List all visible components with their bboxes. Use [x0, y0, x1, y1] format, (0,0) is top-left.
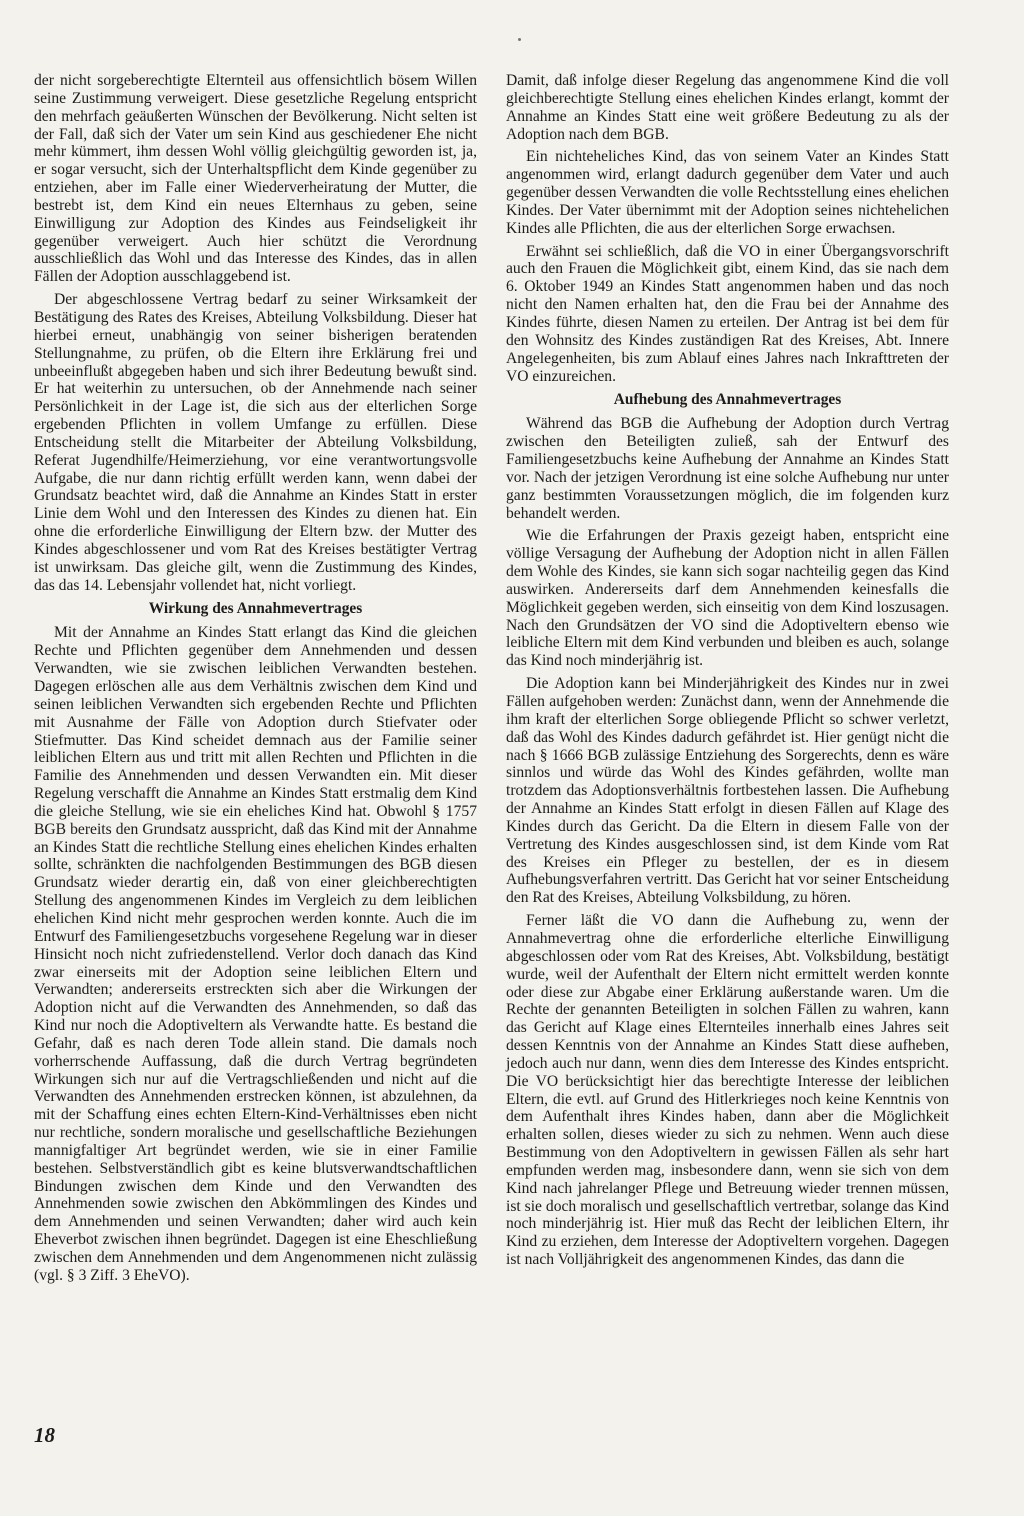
paragraph: Wie die Erfahrungen der Praxis gezeigt haben, entspricht eine völlige Versagung der Aufhebung der Adoption nicht in allen Fällen dem Wohle des Kindes, sie kann sich sogar nachteilig gegen das Kind auswirken. Andererseits darf dem Annehmenden keinesfalls die Möglichkeit gegeben werden, sich einseitig von dem Kind loszusagen. Nach den Grundsätzen der VO sind die Adoptiveltern ebenso wie leibliche Eltern mit dem Kind verbunden und bleiben es auch, solange das Kind noch minderjährig ist.	[506, 527, 949, 670]
paragraph: Der abgeschlossene Vertrag bedarf zu seiner Wirksamkeit der Bestätigung des Rates des Kreises, Abteilung Volksbildung. Dieser hat hierbei erneut, unabhängig von seiner bisherigen beratenden Stellungnahme, zu prüfen, ob die Eltern ihre Erklärung frei und unbeeinflußt abgegeben haben und sich ihrer Bedeutung bewußt sind. Er hat weiterhin zu untersuchen, ob der Annehmende nach seiner Persönlichkeit in der Lage ist, die sich aus der elterlichen Sorge ergebenden Pflichten in vollem Umfange zu erfüllen. Diese Entscheidung stellt die Mitarbeiter der Abteilung Volksbildung, Referat Jugendhilfe/Heimerziehung, vor eine verantwortungsvolle Aufgabe, die nur dann richtig erfüllt werden kann, wenn dabei der Grundsatz beachtet wird, daß die Annahme an Kindes Statt in erster Linie dem Wohl und den Interessen des Kindes zu dienen hat. Ein ohne die erforderliche Einwilligung der Eltern bzw. der Mutter des Kindes abgeschlossener und vom Rat des Kreises bestätigter Vertrag ist unwirksam. Das gleiche gilt, wenn die Zustimmung des Kindes, das das 14. Lebensjahr vollendet hat, nicht vorliegt.	[34, 291, 477, 594]
paragraph: der nicht sorgeberechtigte Elternteil aus offensichtlich bösem Willen seine Zustimmung verweigert. Diese gesetzliche Regelung entspricht den mehrfach geäußerten Wünschen der Bevölkerung. Nicht selten ist der Fall, daß sich der Vater um sein Kind aus geschiedener Ehe nicht mehr kümmert, ihm dessen Wohl völlig gleichgültig geworden ist, ja, er sogar versucht, sich der Unterhaltspflicht dem Kinde gegenüber zu entziehen, aber im Falle einer Wiederverheiratung der Mutter, die bestrebt ist, dem Kind ein neues Elternhaus zu geben, seine Einwilligung zur Adoption des Kindes aus Feindseligkeit ihr gegenüber verweigert. Auch hier schützt die Verordnung ausschließlich das Wohl und das Interesse des Kindes, das in allen Fällen der Adoption ausschlaggebend ist.	[34, 72, 477, 286]
paragraph: Mit der Annahme an Kindes Statt erlangt das Kind die gleichen Rechte und Pflichten gegenüber dem Annehmenden und dessen Verwandten, wie sie zwischen leiblichen Verwandten bestehen. Dagegen erlöschen alle aus dem Verhältnis zwischen dem Kind und seinen leiblichen Verwandten sich ergebenden Rechte und Pflichten mit Ausnahme der Fälle von Adoption durch Stiefvater oder Stiefmutter. Das Kind scheidet demnach aus der Familie seiner leiblichen Eltern aus und tritt mit allen Rechten und Pflichten in die Familie des Annehmenden und dessen Verwandten ein. Mit dieser Regelung verschafft die Annahme an Kindes Statt erstmalig dem Kind die gleiche Stellung, wie sie ein eheliches Kind hat. Obwohl § 1757 BGB bereits den Grundsatz ausspricht, daß das Kind mit der Annahme an Kindes Statt die rechtliche Stellung eines ehelichen Kindes erhalten sollte, schränkten die nachfolgenden Bestimmungen des BGB diesen Grundsatz wieder derartig ein, daß von einer gleichberechtigten Stellung des angenommenen Kindes im Vergleich zu dem leiblichen ehelichen Kind nicht mehr gesprochen werden konnte. Auch die im Entwurf des Familiengesetzbuchs vorgesehene Regelung war in dieser Hinsicht noch nicht zufriedenstellend. Verlor doch danach das Kind zwar einerseits mit der Adoption seine leiblichen Eltern und Verwandten; andererseits erstreckten sich aber die Wirkungen der Adoption nicht auf die Verwandten des Annehmenden, so daß das Kind nur noch die Adoptiveltern als Verwandte hatte. Es bestand die Gefahr, daß es nach deren Tode allein stand. Die damals noch vorherrschende Auffassung, daß die durch Vertrag begründeten Wirkungen sich nur auf die Vertragschließenden und nicht auf die Verwandten des Annehmenden erstrecken können, ist abzulehnen, da mit der Schaffung eines echten Eltern-Kind-Verhältnisses eben nicht nur rechtliche, sondern moralische und gesellschaftliche Beziehungen mannigfaltiger Art begründet werden, wie sie in einer Familie bestehen. Selbstverständlich gibt es keine blutsverwandtschaftlichen Bindungen zwischen dem Kinde und den Verwandten des Annehmenden sowie zwischen den Abkömmlingen des Kindes und dem Annehmenden und seinen Verwandten; daher wird auch kein Eheverbot zwischen ihnen begründet. Dagegen ist eine Eheschließung zwischen dem Annehmenden und dem Angenommenen nicht zulässig (vgl. § 3 Ziff. 3 EheVO).	[34, 624, 477, 1284]
paragraph: Ein nichteheliches Kind, das von seinem Vater an Kindes Statt angenommen wird, erlangt dadurch gegenüber dem Vater und auch gegenüber dessen Verwandten die volle Rechtsstellung eines ehelichen Kindes. Der Vater übernimmt mit der Adoption seines nichtehelichen Kindes alle Pflichten, die aus der elterlichen Sorge erwachsen.	[506, 148, 949, 237]
paragraph: Damit, daß infolge dieser Regelung das angenommene Kind die voll gleichberechtigte Stellung eines ehelichen Kindes erlangt, kommt der Annahme an Kindes Statt eine weit größere Bedeutung zu als der Adoption nach dem BGB.	[506, 72, 949, 143]
print-speck	[518, 38, 521, 41]
section-heading: Aufhebung des Annahmevertrages	[613, 391, 842, 409]
paragraph: Erwähnt sei schließlich, daß die VO in einer Übergangsvorschrift auch den Frauen die Möglichkeit gibt, einem Kind, das sie nach dem 6. Oktober 1949 an Kindes Statt angenommen haben und das noch nicht den Namen erhalten hat, den die Frau bei der Annahme des Kindes führte, diesen Namen zu erteilen. Der Antrag ist bei dem für den Wohnsitz des Kindes zuständigen Rat des Kreises, Abt. Innere Angelegenheiten, bis zum Ablauf eines Jahres nach Inkrafttreten der VO einzureichen.	[506, 242, 949, 385]
paragraph: Die Adoption kann bei Minderjährigkeit des Kindes nur in zwei Fällen aufgehoben werden: Zunächst dann, wenn der Annehmende die ihm kraft der elterlichen Sorge obliegende Pflicht so schwer verletzt, daß das Wohl des Kindes dadurch gefährdet ist. Hier genügt nicht die nach § 1666 BGB zulässige Entziehung des Sorgerechts, denn es wäre sinnlos und würde das Wohl des Kindes gefährden, wollte man trotzdem das Adoptionsverhältnis fortbestehen lassen. Die Aufhebung der Annahme an Kindes Statt erfolgt in diesen Fällen auf Klage des Kindes durch das Gericht. Da die Eltern in diesem Falle von der Vertretung des Kindes ausgeschlossen sind, ist dem Kinde vom Rat des Kreises ein Pfleger zu bestellen, der es in diesem Aufhebungsverfahren vertritt. Das Gericht hat vor seiner Entscheidung den Rat des Kreises, Abteilung Volksbildung, zu hören.	[506, 675, 949, 907]
right-column	[506, 72, 949, 1274]
paragraph: Während das BGB die Aufhebung der Adoption durch Vertrag zwischen den Beteiligten zuließ, sah der Entwurf des Familiengesetzbuchs keine Aufhebung der Annahme an Kindes Statt vor. Nach der jetzigen Verordnung ist eine solche Aufhebung nur unter ganz bestimmten Voraussetzungen möglich, die im folgenden kurz behandelt werden.	[506, 415, 949, 522]
paragraph: Ferner läßt die VO dann die Aufhebung zu, wenn der Annahmevertrag ohne die erforderliche elterliche Einwilligung abgeschlossen oder vom Rat des Kreises, Abt. Volksbildung, bestätigt wurde, weil der Aufenthalt der Eltern nicht ermittelt werden konnte oder diese zur Abgabe einer Erklärung außerstande waren. Um die Rechte der genannten Beteiligten in solchen Fällen zu wahren, kann das Gericht auf Klage eines Elternteiles innerhalb eines Jahres seit dessen Kenntnis von der Annahme an Kindes Statt diese aufheben, jedoch auch nur dann, wenn dies dem Interesse des Kindes entspricht. Die VO berücksichtigt hier das berechtigte Interesse der leiblichen Eltern, die evtl. auf Grund des Hitlerkrieges noch keine Kenntnis von dem Aufenthalt ihres Kindes haben, dann aber die Möglichkeit erhalten sollen, dieses wieder zu sich zu nehmen. Wenn auch diese Bestimmung von den Adoptiveltern in gewissen Fällen als sehr hart empfunden werden mag, insbesondere dann, wenn sie sich von dem Kind nach jahrelanger Pflege und Betreuung wieder trennen müssen, ist sie doch moralisch und gesellschaftlich vertretbar, solange das Kind noch minderjährig ist. Hier muß das Recht der leiblichen Eltern, ihr Kind zu erziehen, dem Interesse der Adoptiveltern vorgehen. Dagegen ist nach Volljährigkeit des angenommenen Kindes, das dann die	[506, 912, 949, 1269]
page-number: 18	[34, 1423, 55, 1447]
left-column	[34, 72, 477, 1290]
section-heading: Wirkung des Annahmevertrages	[148, 600, 363, 618]
